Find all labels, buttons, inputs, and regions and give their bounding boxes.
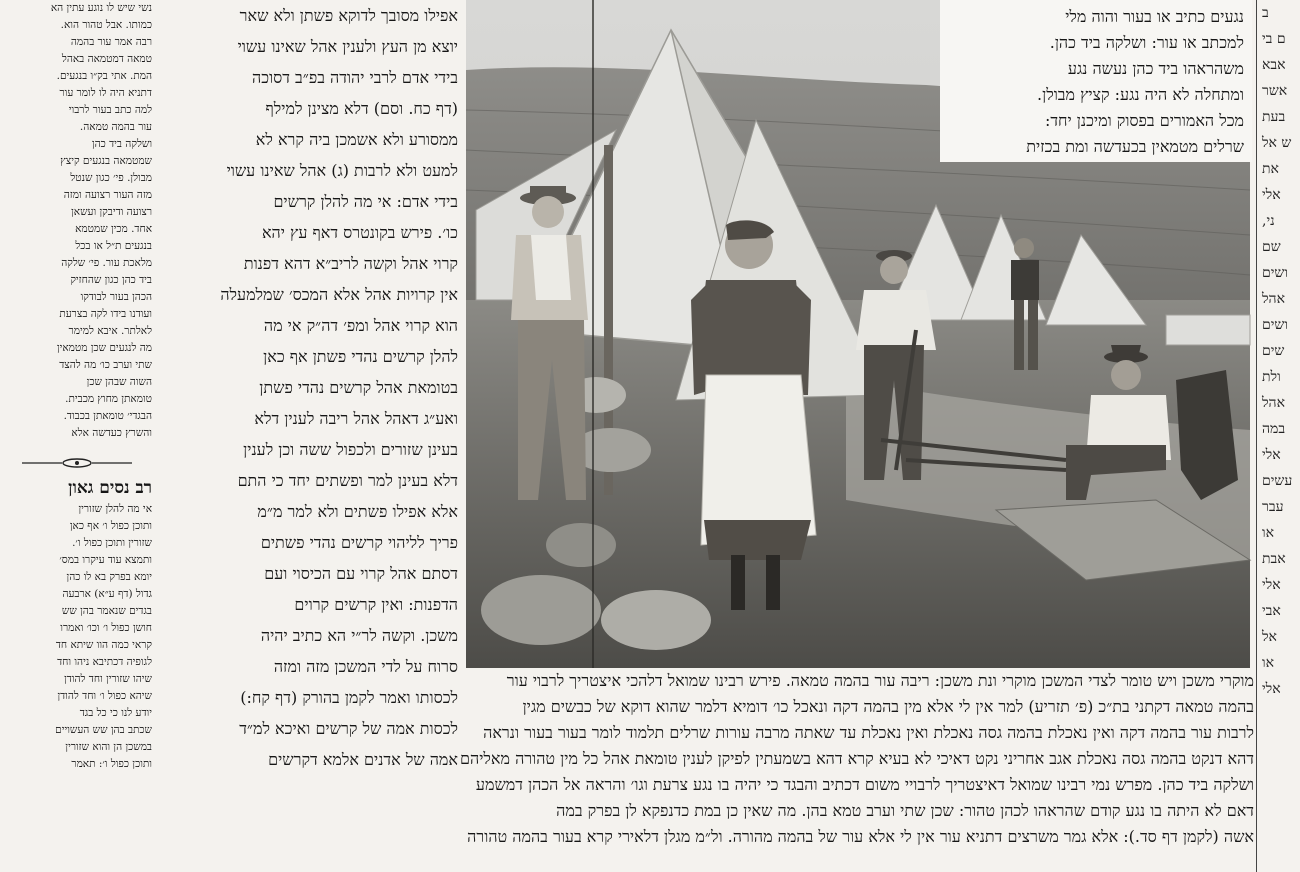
right-margin-line: אבת [1262, 551, 1286, 567]
main-commentary-column [162, 0, 458, 769]
rav-nissim-gaon-heading: רב נסים גאון [68, 478, 152, 498]
commentary-line: מבולן. פי׳ כגון שנטל [70, 172, 152, 184]
bottom-text-line: לרבות עור בהמה דקה ואין נאכלת בהמה גסה נאכלת ואין נאכלת עד שאתה מרבה עורות שרלים תלמוד לומר בעור בעור ונראה [483, 723, 1254, 742]
right-margin-line: ולת [1262, 369, 1281, 385]
commentary-line: ותמצא עוד עיקרו במס׳ [59, 554, 152, 566]
main-text-line: להלן קרשים נהדי פשתן אף כאן [263, 347, 458, 366]
main-text-line: דסתם אהל קרוי עם הכיסוי ועם [264, 564, 458, 583]
commentary-line: שמטמאה בנגעים קיצץ [60, 155, 152, 167]
commentary-line: אחד. מכין שמטמא [75, 223, 152, 235]
right-margin-column [1262, 0, 1300, 872]
overlay-text-line: ומתחלה לא היה נגע: קציץ מבולן. [1037, 85, 1244, 104]
commentary-line: מה לנגעים שכן מטמאין [56, 342, 152, 354]
overlay-text-line: למכתב או עור: ושלקה ביד כהן. [1049, 33, 1244, 52]
main-text-line: סרוח על לדי המשכן מזה ומזה [273, 657, 458, 676]
main-text-line: בידי אדם לרבי יהודה בפ״ב דסוכה [252, 68, 458, 87]
main-text-line: אמה של אדנים אלמא דקרשים [268, 750, 458, 769]
right-margin-line: אהל [1262, 291, 1286, 307]
commentary-line: בגדים שנאמר בהן שש [61, 605, 152, 617]
commentary-line: במשכן הן והוא שזורין [65, 741, 152, 753]
right-margin-line: ני, [1262, 213, 1275, 229]
right-margin-line: או [1262, 655, 1274, 671]
commentary-line: מזה העור רצועה ומזה [63, 189, 152, 201]
commentary-line: יומא בפרק בא לו כהן [66, 571, 152, 583]
right-margin-line: את [1262, 161, 1279, 177]
right-margin-line: אהל [1262, 395, 1286, 411]
commentary-line: גדול (דף ע״א) ארבעה [62, 588, 152, 600]
commentary-line: עור בהמה טמאה. [79, 121, 152, 133]
commentary-line: לאלתר. איבא למימר [68, 325, 152, 337]
commentary-line: טמאה דמטמאה באהל [61, 53, 152, 65]
main-text-line: לכסות אמה של קרשים ואיכא למ״ד [239, 719, 458, 738]
main-text-line: קרוי אהל וקשה לריב״א דהא דפנות [243, 254, 458, 273]
commentary-line: למה כתב בעור לרבוי [68, 104, 152, 116]
commentary-line: והשרץ כעדשה אלא [71, 427, 152, 439]
overlay-text-line: מכל האמורים בפסוק ומיכנן יחד: [1044, 111, 1244, 130]
commentary-line: הכהן בעור לבודקו [80, 291, 152, 303]
right-margin-line: ם בי [1262, 31, 1286, 47]
commentary-line: נשי שיש לו נוגע עתין הא [50, 2, 152, 14]
rav-nissim-gaon-lines [2, 501, 152, 773]
commentary-line: אי מה להלן שזורין [78, 503, 152, 515]
main-text-line: דלא בעינן למר ופשתים יחד כי התם [237, 471, 458, 490]
commentary-line: ביד כהן כגון שהחזיק [70, 274, 152, 286]
right-margin-line: ושים [1262, 265, 1288, 281]
right-column-rule [1256, 0, 1257, 872]
commentary-line: שיהא כפול ו׳ וחד להודן [57, 690, 152, 702]
main-text-line: משכן. וקשה לר״י הא כתיב יהיה [260, 626, 458, 645]
main-text-line: בידי אדם: אי מה להלן קרשים [273, 192, 458, 211]
commentary-lines [2, 0, 152, 442]
right-margin-line: אלי [1262, 447, 1281, 463]
right-margin-line: אשר [1262, 83, 1288, 99]
right-margin-line: בעת [1262, 109, 1286, 125]
commentary-line: ושלקה ביד כהן [91, 138, 152, 150]
main-text-line: אלא אפילו פשתים ולא למר מ״מ [257, 502, 458, 521]
commentary-line: יודע לנו כי כל בגד [79, 707, 152, 719]
bottom-commentary-block [162, 668, 1254, 872]
main-text-line: בעינן שזורים ולכפול ששה וכן לענין [243, 440, 458, 459]
ornament-divider-icon [22, 456, 132, 470]
commentary-line: דתניא היה לו לומר עור [59, 87, 152, 99]
right-margin-line: אבי [1262, 603, 1281, 619]
right-margin-line: אלי [1262, 577, 1281, 593]
commentary-line: מלאכת עור. פי׳ שלקה [61, 257, 152, 269]
commentary-line: הבגדי׳ טומאתן בכבוד. [63, 410, 152, 422]
overlay-rashi-box [940, 0, 1252, 162]
bottom-text-line: דאם לא היתה בו נגע קודם שהראהו לכהן טהור: שכן שתי וערב טמא בהן. מה שאין כן במת כדנפקא לן בפרק במה [556, 801, 1254, 820]
commentary-line: לגופיה דכתיבא ניהו וחד [57, 656, 152, 668]
bottom-text-line: דהא דנקט בהמה גסה נאכלת אגב אחריני נקט דאיכי לא בעיא קרא דהא בשמעתין לפיקן לענין טומאת אהל כל מין טהורה מאליהם [460, 749, 1254, 768]
commentary-line: שזורין ותוכן כפול ו׳. [72, 537, 152, 549]
overlay-text-line: שרלים מטמאין בכעדשה ומת בכזית [1026, 137, 1244, 156]
commentary-line: שתי וערב כו׳ מה להצד [59, 359, 152, 371]
commentary-line: רבה אמר עור בהמה [70, 36, 152, 48]
main-text-line: יוצא מן העץ ולענין אהל שאינו עשוי [237, 37, 458, 56]
bottom-text-line: מוקרי משכן ויש טומר לצדי המשכן מוקרי ונת משכן: ריבה עור בהמה טמאה. פירש רבינו שמואל דלהכי איצטריך לרבוי עור [506, 671, 1254, 690]
commentary-line: רצועה ודיבקן ועשאן [71, 206, 152, 218]
commentary-line: חושן כפול ו׳ וכו׳ ואמרו [60, 622, 152, 634]
commentary-line: קראי כמה הוו שיתא חד [55, 639, 152, 651]
overlay-text-line: נגעים כתיב או בעור והוה מלי [1065, 7, 1244, 26]
left-commentary-column [2, 0, 152, 872]
bottom-text-line: ושלקה ביד כהן. מפרש נמי רבינו שמואל דאיצטריך לרבויי משום דכתיב והבגד כי יהיה בו נגע צרעת וגו׳ והראה אל הכהן דמשמע [475, 775, 1254, 794]
commentary-line: שיהו שזורין וחד להודן [64, 673, 152, 685]
main-text-line: הדפנות: ואין קרשים קרוים [294, 595, 458, 614]
commentary-line: כמותו. אבל טהור הוא. [60, 19, 152, 31]
main-text-line: בטומאת אהל קרשים נהדי פשתן [259, 378, 458, 397]
bottom-text-line: אשה (לקמן דף סד.): אלא גמר משרצים דתניא עור אין לי אלא עור של בהמה מהורה. ול״מ מגלן דלאירי קרא בעור בהמה טהורה [467, 827, 1254, 846]
right-margin-line: במה [1262, 421, 1286, 437]
main-text-line: הוא קרוי אהל ומפ׳ דה״ק אי מה [263, 316, 458, 335]
right-margin-line: אלי [1262, 681, 1281, 697]
commentary-line: בנגעים ת״ל או בכל [75, 240, 152, 252]
main-text-line: לכסותו ואמר לקמן בהורק (דף קח:) [240, 688, 458, 707]
right-margin-line: ש אל [1262, 135, 1292, 151]
main-text-line: אין קרויות אהל אלא המכס׳ שמלמעלה [220, 285, 458, 304]
main-text-line: למעט ולא לרבות (ג) אהל שאינו עשוי [226, 161, 458, 180]
main-text-line: פריך לליהוי קרשים נהדי פשתים [260, 533, 458, 552]
main-text-line: (דף כח. וסם) דלא מצינן למילף [265, 99, 458, 118]
commentary-line: המת. אתי בק״ו בנגעים. [56, 70, 152, 82]
main-text-line: ואע״ג דאהל אהל ריבה לענין דלא [254, 409, 458, 428]
commentary-line: ותוכן כפול ו׳: תאמר [71, 758, 152, 770]
commentary-line: השוה שבהן שכן [86, 376, 152, 388]
right-margin-line: אבא [1262, 57, 1286, 73]
commentary-line: שכתב בהן שש העשויים [55, 724, 152, 736]
overlay-text-line: משהראהו ביד כהן נעשה נגע [1067, 59, 1244, 78]
main-text-line: ממסורע ולא אשמכן ביה קרא לא [255, 130, 458, 149]
commentary-line: ועודנו בידו לקה בצרעת [59, 308, 152, 320]
commentary-line: טומאתן מחוץ מכבית. [65, 393, 152, 405]
main-text-line: אפילו מסובך לדוקא פשתן ולא שאר [239, 6, 458, 25]
right-margin-line: אלי [1262, 187, 1281, 203]
right-margin-line: עשים [1262, 473, 1293, 489]
right-margin-line: ושים [1262, 317, 1288, 333]
right-margin-line: או [1262, 525, 1274, 541]
right-margin-line: שם [1262, 239, 1281, 255]
right-margin-line: ב [1262, 5, 1269, 21]
commentary-line: ותוכן כפול ו׳ אף כאן [69, 520, 152, 532]
bottom-text-line: בהמה טמאה דקתני בת״כ (פ׳ תזריע) למר אין לי אלא מין בהמה דקה ונאכל כו׳ דומיא דלמר שהוא דוקא של כבשים מגין [522, 697, 1254, 716]
main-text-line: כו׳. פירש בקונטרס דאף עץ יהא [261, 223, 458, 242]
right-margin-line: שים [1262, 343, 1285, 359]
right-margin-line: אל [1262, 629, 1277, 645]
right-margin-line: עבר [1262, 499, 1284, 515]
